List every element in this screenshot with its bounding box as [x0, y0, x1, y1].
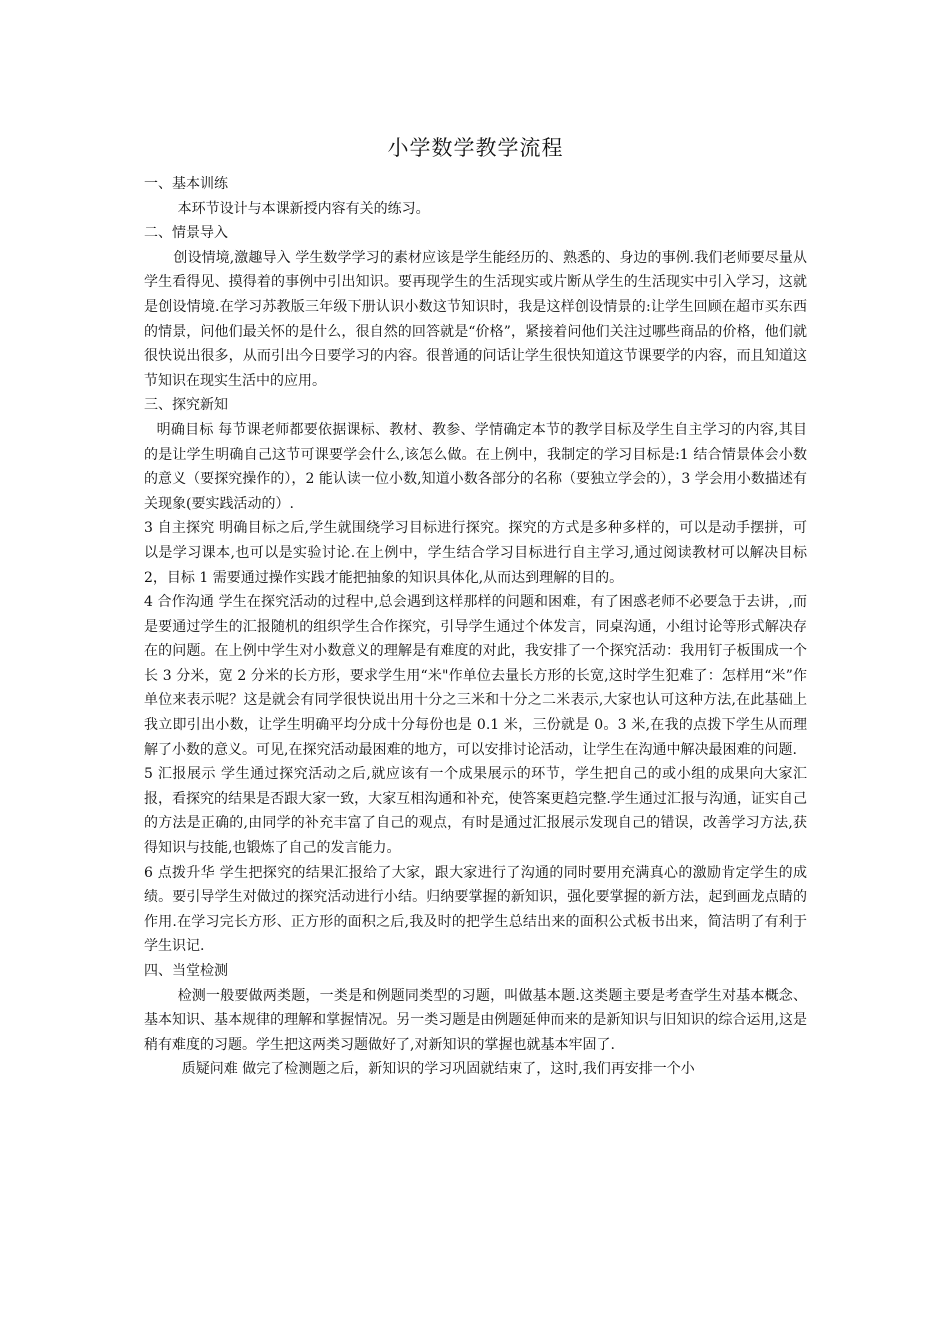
paragraph-report-show: 5 汇报展示 学生通过探究活动之后,就应该有一个成果展示的环节，学生把自己的或小组的成果向大家汇报，看探究的结果是否跟大家一致，大家互相沟通和补充，使答案更趋完整.学生通过汇报与沟通，证实自己的方法是正确的,由同学的补充丰富了自己的观点，有时是通过汇报展示发现自己的错误，改善学习方法,获得知识与技能,也锻炼了自己的发言能力。 — [144, 766, 807, 857]
document-title: 小学数学教学流程 — [387, 136, 564, 160]
document-page — [144, 132, 807, 1082]
paragraph-cooperation: 4 合作沟通 学生在探究活动的过程中,总会遇到这样那样的问题和困难，有了困惑老师不必要急于去讲，,而是要通过学生的汇报随机的组织学生合作探究，引导学生通过个体发言，同桌沟通，小组讨论等形式解决存在的问题。在上例中学生对小数意义的理解是有难度的对此，我安排了一个探究活动：我用钉子板围成一个长 3 分米，宽 2 分米的长方形，要求学生用“米"作单位去量长方形的长宽,这时学生犯难了：怎样用“米”作单位来表示呢？这是就会有同学很快说出用十分之三米和十分之二米表示,大家也认可这种方法,在此基础上我立即引出小数，让学生明确平均分成十分每份也是 0.1 米，三份就是 0。3 米,在我的点拨下学生从而理解了小数的意义。可见,在探究活动最困难的地方，可以安排讨论活动，让学生在沟通中解决最困难的问题. — [144, 594, 807, 758]
paragraph-questions: 质疑问难 做完了检测题之后，新知识的学习巩固就结束了，这时,我们再安排一个小 — [181, 1061, 695, 1078]
section-heading-classroom-test: 四、当堂检测 — [144, 963, 228, 979]
paragraph-scenario-intro: 创设情境,激趣导入 学生数学学习的素材应该是学生能经历的、熟悉的、身边的事例.我们老师要尽量从学生看得见、摸得着的事例中引出知识。要再现学生的生活现实或片断从学生的生活现实中引入学习，这就是创设情境.在学习苏教版三年级下册认识小数这节知识时，我是这样创设情景的:让学生回顾在超市买东西的情景，问他们最关怀的是什么，很自然的回答就是“价格”，紧接着问他们关注过哪些商品的价格，他们就很快说出很多，从而引出今日要学习的内容。很普通的问话让学生很快知道这节课要学的内容，而且知道这节知识在现实生活中的应用。 — [144, 249, 807, 389]
section-heading-explore-new: 三、探究新知 — [144, 397, 228, 414]
paragraph-self-explore: 3 自主探究 明确目标之后,学生就围绕学习目标进行探究。探究的方式是多种多样的，可以是动手摆拼，可以是学习课本,也可以是实验讨论.在上例中，学生结合学习目标进行自主学习,通过阅读教材可以解决目标 2，目标 1 需要通过操作实践才能把抽象的知识具体化,从而达到理解的目的。 — [144, 520, 807, 586]
paragraph-clear-goals: 明确目标 每节课老师都要依据课标、教材、教参、学情确定本节的教学目标及学生自主学习的内容,其目的是让学生明确自己这节可课要学会什么,该怎么做。在上例中，我制定的学习目标是:1 结合情景体会小数的意义（要探究操作的），2 能认读一位小数,知道小数各部分的名称（要独立学会的），3 学会用小数描述有关现象(要实践活动的）. — [144, 421, 807, 512]
paragraph-test-types: 检测一般要做两类题，一类是和例题同类型的习题，叫做基本题.这类题主要是考查学生对基本概念、基本知识、基本规律的理解和掌握情况。另一类习题是由例题延伸而来的是新知识与旧知识的综合运用,这是稍有难度的习题。学生把这两类习题做好了,对新知识的掌握也就基本牢固了. — [144, 987, 807, 1053]
paragraph-basic-training: 本环节设计与本课新授内容有关的练习。 — [177, 200, 430, 217]
section-heading-scenario-intro: 二、情景导入 — [144, 225, 228, 242]
paragraph-guide-summary: 6 点拨升华 学生把探究的结果汇报给了大家，跟大家进行了沟通的同时要用充满真心的激励肯定学生的成绩。要引导学生对做过的探究活动进行小结。归纳要掌握的新知识，强化要掌握的新方法，起到画龙点睛的作用.在学习完长方形、正方形的面积之后,我及时的把学生总结出来的面积公式板书出来，简洁明了有利于学生识记. — [144, 864, 807, 955]
section-heading-basic-training: 一、基本训练 — [144, 176, 228, 192]
